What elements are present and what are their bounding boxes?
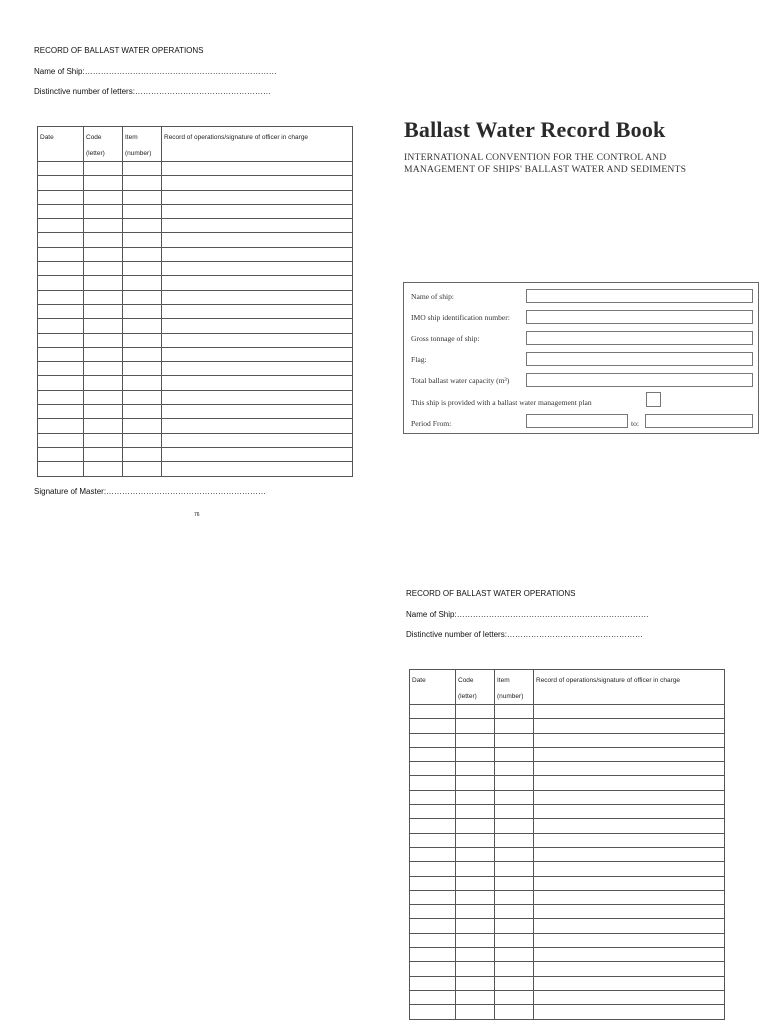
code-cell[interactable]: [84, 162, 123, 176]
log-row: [38, 190, 353, 204]
date-cell[interactable]: [410, 847, 456, 861]
col-date: Date: [38, 127, 84, 162]
code-cell[interactable]: [84, 405, 123, 419]
code-cell[interactable]: [456, 862, 495, 876]
item-cell[interactable]: [123, 347, 162, 361]
item-cell[interactable]: [495, 719, 534, 733]
date-cell[interactable]: [410, 905, 456, 919]
log-row: [38, 233, 353, 247]
record-cell[interactable]: [162, 190, 353, 204]
left-heading: RECORD OF BALLAST WATER OPERATIONS: [34, 46, 204, 55]
log-row: [38, 447, 353, 461]
record-cell[interactable]: [534, 962, 725, 976]
cover-subtitle-line-1: INTERNATIONAL CONVENTION FOR THE CONTROL AND: [404, 152, 667, 163]
code-cell[interactable]: [84, 176, 123, 190]
col-record: Record of operations/signature of officer in charge: [534, 670, 725, 705]
record-cell[interactable]: [162, 304, 353, 318]
log-row: [38, 333, 353, 347]
label-flag: Flag:: [411, 355, 427, 364]
code-cell[interactable]: [84, 247, 123, 261]
date-cell[interactable]: [410, 790, 456, 804]
record-cell[interactable]: [534, 790, 725, 804]
code-cell[interactable]: [84, 262, 123, 276]
record-cell[interactable]: [162, 347, 353, 361]
cover-subtitle: [404, 152, 744, 176]
item-cell[interactable]: [123, 276, 162, 290]
date-cell[interactable]: [410, 990, 456, 1004]
item-cell[interactable]: [123, 319, 162, 333]
code-cell[interactable]: [456, 876, 495, 890]
label-imo-number: IMO ship identification number:: [411, 313, 510, 322]
code-cell[interactable]: [84, 376, 123, 390]
col-code: Code (letter): [84, 127, 123, 162]
date-cell[interactable]: [410, 719, 456, 733]
item-cell[interactable]: [123, 233, 162, 247]
code-cell[interactable]: [456, 705, 495, 719]
item-cell[interactable]: [123, 290, 162, 304]
log-row: [38, 276, 353, 290]
record-cell[interactable]: [534, 905, 725, 919]
code-cell[interactable]: [456, 919, 495, 933]
period-from-field[interactable]: [526, 414, 628, 428]
left-log-table: [37, 126, 353, 477]
code-cell[interactable]: [84, 304, 123, 318]
code-cell[interactable]: [456, 933, 495, 947]
label-period-to: to:: [631, 419, 640, 428]
record-cell[interactable]: [534, 919, 725, 933]
log-row: [410, 948, 725, 962]
record-cell[interactable]: [162, 376, 353, 390]
code-cell[interactable]: [84, 204, 123, 218]
label-name-of-ship: Name of ship:: [411, 292, 455, 301]
date-cell[interactable]: [410, 862, 456, 876]
log-row: [410, 933, 725, 947]
record-cell[interactable]: [162, 447, 353, 461]
item-cell[interactable]: [495, 890, 534, 904]
date-cell[interactable]: [38, 376, 84, 390]
log-row: [410, 990, 725, 1004]
log-row: [410, 1005, 725, 1019]
log-row: [410, 847, 725, 861]
left-distinctive-number: Distinctive number of letters:……………………………………………: [34, 87, 271, 96]
page-number: 76: [194, 512, 200, 518]
date-cell[interactable]: [38, 290, 84, 304]
log-row: [410, 733, 725, 747]
date-cell[interactable]: [410, 762, 456, 776]
log-row: [38, 347, 353, 361]
code-cell[interactable]: [84, 390, 123, 404]
log-row: [38, 204, 353, 218]
record-cell[interactable]: [534, 990, 725, 1004]
period-to-field[interactable]: [645, 414, 753, 428]
date-cell[interactable]: [410, 833, 456, 847]
date-cell[interactable]: [410, 1005, 456, 1019]
label-gross-tonnage: Gross tonnage of ship:: [411, 334, 480, 343]
code-cell[interactable]: [456, 790, 495, 804]
code-cell[interactable]: [456, 890, 495, 904]
item-cell[interactable]: [495, 933, 534, 947]
item-cell[interactable]: [495, 733, 534, 747]
record-cell[interactable]: [534, 847, 725, 861]
log-row: [38, 247, 353, 261]
date-cell[interactable]: [38, 319, 84, 333]
code-cell[interactable]: [84, 462, 123, 476]
log-row: [38, 390, 353, 404]
code-cell[interactable]: [84, 233, 123, 247]
code-cell[interactable]: [456, 847, 495, 861]
code-cell[interactable]: [456, 747, 495, 761]
record-cell[interactable]: [534, 862, 725, 876]
item-cell[interactable]: [123, 405, 162, 419]
date-cell[interactable]: [38, 433, 84, 447]
record-cell[interactable]: [162, 276, 353, 290]
log-row: [410, 776, 725, 790]
item-cell[interactable]: [495, 847, 534, 861]
log-table-header: [410, 670, 725, 705]
gross-tonnage-field[interactable]: [526, 331, 753, 345]
record-cell[interactable]: [534, 976, 725, 990]
record-cell[interactable]: [162, 362, 353, 376]
item-cell[interactable]: [495, 705, 534, 719]
item-cell[interactable]: [495, 776, 534, 790]
date-cell[interactable]: [410, 933, 456, 947]
date-cell[interactable]: [38, 219, 84, 233]
date-cell[interactable]: [38, 176, 84, 190]
code-cell[interactable]: [456, 762, 495, 776]
label-management-plan: This ship is provided with a ballast water management plan: [411, 398, 592, 407]
col-item: Item (number): [123, 127, 162, 162]
date-cell[interactable]: [410, 705, 456, 719]
code-cell[interactable]: [456, 948, 495, 962]
date-cell[interactable]: [38, 190, 84, 204]
code-cell[interactable]: [456, 833, 495, 847]
date-cell[interactable]: [410, 876, 456, 890]
record-cell[interactable]: [534, 762, 725, 776]
record-cell[interactable]: [534, 1005, 725, 1019]
item-cell[interactable]: [123, 262, 162, 276]
label-ballast-capacity: Total ballast water capacity (m³): [411, 376, 510, 385]
log-row: [38, 219, 353, 233]
date-cell[interactable]: [38, 233, 84, 247]
log-row: [410, 833, 725, 847]
code-cell[interactable]: [84, 190, 123, 204]
left-name-of-ship: Name of Ship:………………………………………………………………: [34, 67, 277, 76]
code-cell[interactable]: [84, 433, 123, 447]
flag-field[interactable]: [526, 352, 753, 366]
code-cell[interactable]: [456, 905, 495, 919]
right-heading: RECORD OF BALLAST WATER OPERATIONS: [406, 589, 576, 598]
date-cell[interactable]: [410, 819, 456, 833]
record-cell[interactable]: [162, 419, 353, 433]
item-cell[interactable]: [123, 162, 162, 176]
cover-title: Ballast Water Record Book: [404, 117, 666, 142]
code-cell[interactable]: [84, 219, 123, 233]
code-cell[interactable]: [84, 319, 123, 333]
log-row: [38, 162, 353, 176]
record-cell[interactable]: [162, 247, 353, 261]
record-cell[interactable]: [534, 833, 725, 847]
item-cell[interactable]: [495, 962, 534, 976]
record-cell[interactable]: [534, 948, 725, 962]
date-cell[interactable]: [38, 462, 84, 476]
item-cell[interactable]: [123, 219, 162, 233]
item-cell[interactable]: [123, 376, 162, 390]
item-cell[interactable]: [495, 833, 534, 847]
log-row: [410, 976, 725, 990]
signature-of-master: Signature of Master:……………………………………………………: [34, 487, 267, 496]
code-cell[interactable]: [456, 776, 495, 790]
item-cell[interactable]: [123, 190, 162, 204]
log-row: [410, 862, 725, 876]
log-row: [38, 419, 353, 433]
record-cell[interactable]: [162, 405, 353, 419]
log-row: [38, 290, 353, 304]
code-cell[interactable]: [456, 733, 495, 747]
code-cell[interactable]: [84, 447, 123, 461]
cover-subtitle-line-2: MANAGEMENT OF SHIPS' BALLAST WATER AND SEDIMENTS: [404, 164, 687, 175]
code-cell[interactable]: [84, 276, 123, 290]
code-cell[interactable]: [84, 362, 123, 376]
date-cell[interactable]: [38, 362, 84, 376]
record-cell[interactable]: [162, 390, 353, 404]
right-name-of-ship: Name of Ship:………………………………………………………………: [406, 610, 649, 619]
label-period-from: Period From:: [411, 419, 452, 428]
date-cell[interactable]: [410, 805, 456, 819]
date-cell[interactable]: [410, 890, 456, 904]
date-cell[interactable]: [410, 948, 456, 962]
right-log-table: [409, 669, 725, 1020]
log-row: [38, 376, 353, 390]
record-cell[interactable]: [162, 262, 353, 276]
item-cell[interactable]: [495, 876, 534, 890]
record-cell[interactable]: [162, 162, 353, 176]
log-row: [38, 304, 353, 318]
date-cell[interactable]: [410, 747, 456, 761]
code-cell[interactable]: [456, 962, 495, 976]
log-row: [38, 176, 353, 190]
record-cell[interactable]: [534, 819, 725, 833]
code-cell[interactable]: [456, 976, 495, 990]
item-cell[interactable]: [495, 919, 534, 933]
item-cell[interactable]: [495, 805, 534, 819]
code-cell[interactable]: [84, 347, 123, 361]
code-cell[interactable]: [456, 805, 495, 819]
record-cell[interactable]: [534, 933, 725, 947]
item-cell[interactable]: [495, 1005, 534, 1019]
date-cell[interactable]: [410, 962, 456, 976]
date-cell[interactable]: [38, 262, 84, 276]
record-cell[interactable]: [534, 733, 725, 747]
item-cell[interactable]: [123, 390, 162, 404]
item-cell[interactable]: [123, 333, 162, 347]
code-cell[interactable]: [456, 819, 495, 833]
item-cell[interactable]: [495, 790, 534, 804]
item-cell[interactable]: [123, 176, 162, 190]
log-row: [38, 262, 353, 276]
log-row: [410, 719, 725, 733]
date-cell[interactable]: [410, 733, 456, 747]
imo-number-field[interactable]: [526, 310, 753, 324]
record-cell[interactable]: [162, 176, 353, 190]
record-cell[interactable]: [162, 233, 353, 247]
record-cell[interactable]: [534, 805, 725, 819]
item-cell[interactable]: [123, 247, 162, 261]
date-cell[interactable]: [410, 919, 456, 933]
record-cell[interactable]: [162, 204, 353, 218]
date-cell[interactable]: [38, 247, 84, 261]
date-cell[interactable]: [410, 776, 456, 790]
item-cell[interactable]: [495, 905, 534, 919]
code-cell[interactable]: [456, 719, 495, 733]
log-row: [38, 319, 353, 333]
record-cell[interactable]: [534, 747, 725, 761]
date-cell[interactable]: [38, 419, 84, 433]
item-cell[interactable]: [495, 976, 534, 990]
code-cell[interactable]: [456, 990, 495, 1004]
log-row: [410, 962, 725, 976]
item-cell[interactable]: [123, 433, 162, 447]
record-cell[interactable]: [534, 719, 725, 733]
col-record: Record of operations/signature of officer in charge: [162, 127, 353, 162]
log-row: [410, 705, 725, 719]
date-cell[interactable]: [38, 333, 84, 347]
record-cell[interactable]: [534, 890, 725, 904]
item-cell[interactable]: [123, 362, 162, 376]
date-cell[interactable]: [38, 162, 84, 176]
item-cell[interactable]: [123, 419, 162, 433]
log-table-header: [38, 127, 353, 162]
item-cell[interactable]: [123, 447, 162, 461]
log-row: [410, 790, 725, 804]
code-cell[interactable]: [456, 1005, 495, 1019]
item-cell[interactable]: [123, 462, 162, 476]
log-row: [410, 876, 725, 890]
log-row: [38, 433, 353, 447]
record-cell[interactable]: [534, 876, 725, 890]
log-row: [410, 919, 725, 933]
item-cell[interactable]: [495, 990, 534, 1004]
log-row: [410, 747, 725, 761]
management-plan-checkbox[interactable]: [646, 392, 661, 407]
record-cell[interactable]: [534, 776, 725, 790]
item-cell[interactable]: [495, 862, 534, 876]
name-of-ship-field[interactable]: [526, 289, 753, 303]
record-cell[interactable]: [162, 433, 353, 447]
right-distinctive-number: Distinctive number of letters:……………………………………………: [406, 630, 643, 639]
record-cell[interactable]: [162, 333, 353, 347]
record-cell[interactable]: [162, 319, 353, 333]
date-cell[interactable]: [38, 347, 84, 361]
log-row: [38, 362, 353, 376]
item-cell[interactable]: [495, 948, 534, 962]
log-row: [410, 905, 725, 919]
log-row: [410, 805, 725, 819]
code-cell[interactable]: [84, 290, 123, 304]
col-code: Code (letter): [456, 670, 495, 705]
item-cell[interactable]: [123, 304, 162, 318]
log-row: [410, 819, 725, 833]
log-row: [410, 762, 725, 776]
code-cell[interactable]: [84, 419, 123, 433]
record-cell[interactable]: [534, 705, 725, 719]
date-cell[interactable]: [38, 447, 84, 461]
code-cell[interactable]: [84, 333, 123, 347]
log-row: [410, 890, 725, 904]
log-row: [38, 462, 353, 476]
date-cell[interactable]: [38, 204, 84, 218]
log-row: [38, 405, 353, 419]
record-cell[interactable]: [162, 462, 353, 476]
date-cell[interactable]: [38, 276, 84, 290]
ship-details-form: [403, 282, 759, 434]
date-cell[interactable]: [38, 304, 84, 318]
item-cell[interactable]: [495, 819, 534, 833]
date-cell[interactable]: [410, 976, 456, 990]
item-cell[interactable]: [123, 204, 162, 218]
date-cell[interactable]: [38, 405, 84, 419]
item-cell[interactable]: [495, 747, 534, 761]
record-cell[interactable]: [162, 219, 353, 233]
item-cell[interactable]: [495, 762, 534, 776]
date-cell[interactable]: [38, 390, 84, 404]
record-cell[interactable]: [162, 290, 353, 304]
ballast-capacity-field[interactable]: [526, 373, 753, 387]
col-date: Date: [410, 670, 456, 705]
col-item: Item (number): [495, 670, 534, 705]
